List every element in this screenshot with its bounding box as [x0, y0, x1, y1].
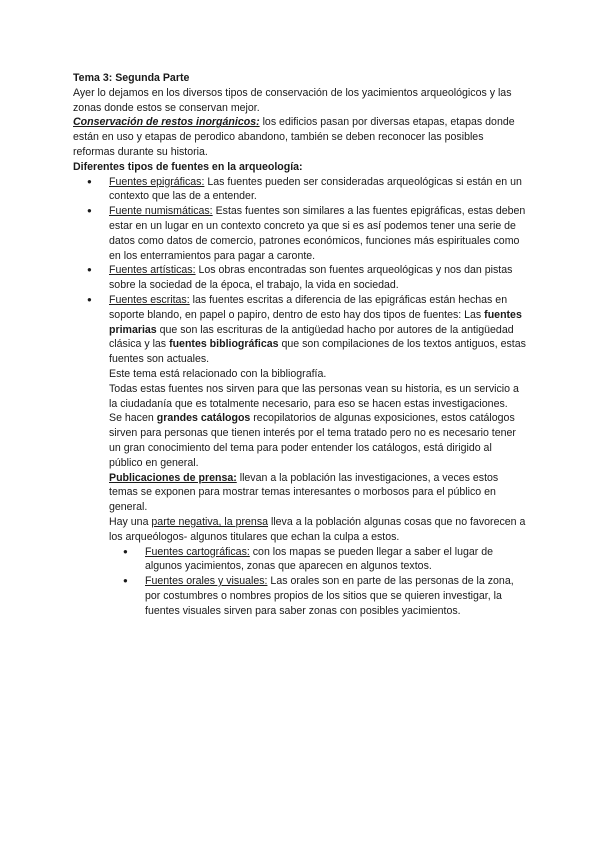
escritas-text-2: que son las escrituras de la antigüedad hacho por autores de la antigüedad clásica y las — [109, 323, 514, 351]
item-label: Fuentes epigráficas: — [109, 175, 205, 188]
conservacion-label: Conservación de restos inorgánicos: — [73, 116, 260, 129]
item-label: Fuentes cartográficas: — [145, 545, 250, 558]
list-item-artisticas — [73, 263, 528, 293]
cont-p5-text-c: lleva a la población algunas cosas que no favorecen a los arqueólogos- algunos titulares que echan la culpa a estos. — [109, 515, 526, 543]
item-label: Fuentes escritas: — [109, 293, 190, 306]
cont-p4-text: llevan a la población las investigaciones, a veces estos temas se exponen para mostrar temas interesantes o morbosos para el público en general. — [109, 471, 499, 514]
fuentes-heading: Diferentes tipos de fuentes en la arqueología: — [73, 160, 303, 173]
cont-p5-underline: parte negativa, la prensa — [151, 515, 269, 528]
item-text: con los mapas se pueden llegar a saber el lugar de algunos yacimientos, zonas que aparecen en algunos textos. — [145, 545, 494, 573]
list-item-orales-visuales — [73, 574, 528, 618]
sub-fuentes-list — [73, 545, 528, 619]
document-page — [73, 71, 528, 618]
cont-paragraph-2: Todas estas fuentes nos sirven para que las personas vean su historia, es un servicio a la ciudadanía que es totalmente necesario, para eso se hacen estas investigaciones. — [109, 382, 519, 410]
conservacion-text: los edificios pasan por diversas etapas, etapas donde están en uso y etapas de perodico abandono, también se deben reconocer las posibles reformas durante su historia. — [73, 116, 515, 158]
cont-p3-bold: grandes catálogos — [156, 412, 251, 425]
escritas-bold-1: fuentes primarias — [109, 308, 522, 336]
cont-paragraph-4 — [109, 471, 528, 515]
list-item-numismaticas — [73, 204, 528, 263]
continuation-block — [73, 367, 528, 545]
cont-paragraph-5 — [109, 515, 528, 545]
page-title: Tema 3: Segunda Parte — [73, 72, 190, 84]
intro-paragraph: Ayer lo dejamos en los diversos tipos de conservación de los yacimientos arqueológicos y las zonas donde estos se conservan mejor. — [73, 86, 512, 114]
item-label: Fuentes orales y visuales: — [145, 575, 268, 588]
item-label: Fuentes artísticas: — [109, 264, 196, 277]
cont-paragraph-1: Este tema está relacionado con la bibliografía. — [109, 367, 327, 380]
list-item-epigraficas — [73, 175, 528, 205]
item-text: Los obras encontradas son fuentes arqueológicas y nos dan pistas sobre la sociedad de la época, el trabajo, la vida en sociedad. — [109, 264, 513, 292]
fuentes-list — [73, 175, 528, 367]
cont-p3-text-c: recopilatorios de algunas exposiciones, estos catálogos sirven para personas que tienen interés por el tema tratado pero no es necesario tener un gran conocimiento del tema para poder entender los catálogos, está dirigido al público en general. — [109, 412, 516, 469]
escritas-bold-2: fuentes bibliográficas — [169, 338, 279, 351]
item-text: Estas fuentes son similares a las fuentes epigráficas, estas deben estar en un lugar en un contexto concreto ya que si es así podemos tener una serie de datos como datos de comercio, patrones económicos, funciones más espirituales como en los enterramientos para pagar a caronte. — [109, 205, 526, 262]
item-text: Las fuentes pueden ser consideradas arqueológicas si están en un contexto que las de a entender. — [109, 175, 522, 203]
list-item-cartograficas — [73, 545, 528, 575]
item-label: Fuente numismáticas: — [109, 205, 213, 218]
escritas-text-3: que son compilaciones de los textos antiguos, estas fuentes son actuales. — [109, 338, 526, 366]
conservacion-paragraph — [73, 115, 528, 159]
list-item-escritas — [73, 293, 528, 367]
cont-paragraph-3 — [109, 411, 528, 470]
cont-p5-text-a: Hay una — [109, 515, 152, 528]
cont-p4-label: Publicaciones de prensa: — [109, 471, 237, 484]
cont-p3-text-a: Se hacen — [109, 412, 157, 425]
escritas-text-1: las fuentes escritas a diferencia de las epigráficas están hechas en soporte blando, en papel o papiro, dentro de esto hay dos tipos de fuentes: Las — [109, 293, 508, 321]
item-text: Las orales son en parte de las personas de la zona, por costumbres o nombres propios de los sitios que se quieren investigar, la fuentes visuales sirven para saber zonas con posibles yacimientos. — [145, 575, 514, 617]
